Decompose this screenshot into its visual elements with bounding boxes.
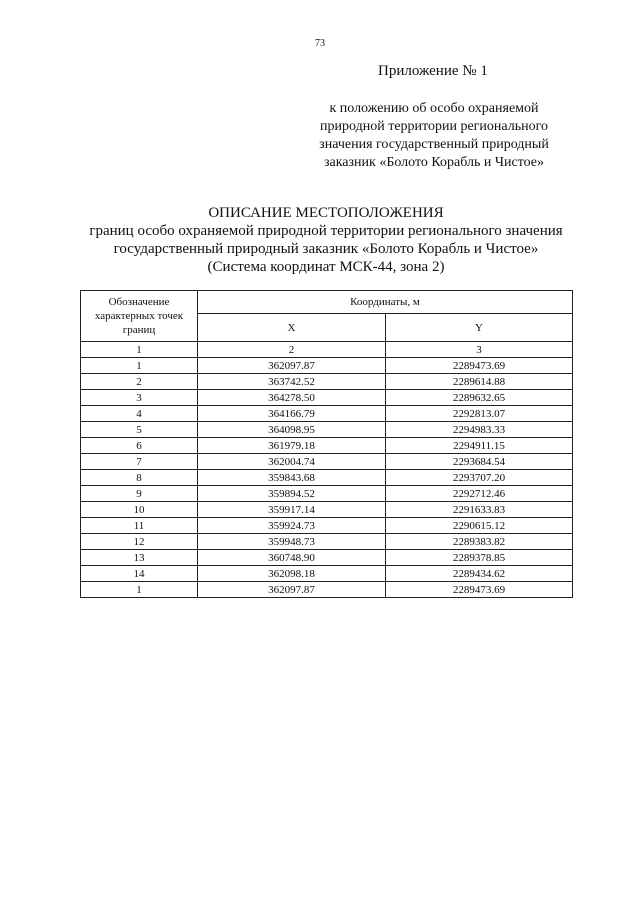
header-coordinates: Координаты, м (198, 291, 573, 314)
x-coordinate-cell: 359917.14 (198, 502, 386, 518)
point-cell: 11 (81, 518, 198, 534)
table-row (81, 438, 573, 454)
point-cell: 2 (81, 374, 198, 390)
y-coordinate-cell: 2289434.62 (386, 566, 573, 582)
x-coordinate-cell: 359924.73 (198, 518, 386, 534)
y-coordinate-cell: 2294983.33 (386, 422, 573, 438)
x-coordinate-cell: 360748.90 (198, 550, 386, 566)
appendix-note-line: природной территории регионального (320, 119, 548, 134)
x-coordinate-cell: 361979.18 (198, 438, 386, 454)
y-coordinate-cell: 2290615.12 (386, 518, 573, 534)
y-coordinate-cell: 2291633.83 (386, 502, 573, 518)
page-number: 73 (315, 38, 325, 49)
table-row (81, 502, 573, 518)
document-subtitle-line: границ особо охраняемой природной территории регионального значения (89, 223, 563, 239)
point-cell: 4 (81, 406, 198, 422)
x-coordinate-cell: 362004.74 (198, 454, 386, 470)
x-coordinate-cell: 362097.87 (198, 582, 386, 598)
table-row (81, 470, 573, 486)
y-coordinate-cell: 2289614.88 (386, 374, 573, 390)
coordinate-system-line: (Система координат МСК-44, зона 2) (207, 259, 445, 275)
column-number: 1 (81, 342, 198, 358)
point-cell: 7 (81, 454, 198, 470)
x-coordinate-cell: 359948.73 (198, 534, 386, 550)
table-row (81, 374, 573, 390)
y-coordinate-cell: 2289632.65 (386, 390, 573, 406)
point-cell: 5 (81, 422, 198, 438)
coordinates-table-body (81, 358, 573, 598)
table-row (81, 518, 573, 534)
appendix-title: Приложение № 1 (378, 63, 488, 79)
document-heading (0, 204, 640, 276)
y-coordinate-cell: 2289378.85 (386, 550, 573, 566)
point-cell: 9 (81, 486, 198, 502)
table-row (81, 406, 573, 422)
x-coordinate-cell: 359894.52 (198, 486, 386, 502)
column-number: 3 (386, 342, 573, 358)
column-number: 2 (198, 342, 386, 358)
x-coordinate-cell: 364166.79 (198, 406, 386, 422)
y-coordinate-cell: 2289473.69 (386, 582, 573, 598)
appendix-note-line: заказник «Болото Корабль и Чистое» (323, 155, 545, 170)
appendix-note-line: значения государственный природный (319, 137, 549, 152)
table-row (81, 566, 573, 582)
point-cell: 3 (81, 390, 198, 406)
appendix-note-line: к положению об особо охраняемой (329, 101, 539, 116)
header-y: Y (386, 314, 573, 342)
point-cell: 6 (81, 438, 198, 454)
header-point-designation: Обозначение характерных точек границ (81, 291, 198, 342)
x-coordinate-cell: 362097.87 (198, 358, 386, 374)
point-cell: 10 (81, 502, 198, 518)
point-cell: 12 (81, 534, 198, 550)
x-coordinate-cell: 363742.52 (198, 374, 386, 390)
document-title: ОПИСАНИЕ МЕСТОПОЛОЖЕНИЯ (208, 205, 444, 221)
table-row (81, 454, 573, 470)
y-coordinate-cell: 2292712.46 (386, 486, 573, 502)
point-cell: 13 (81, 550, 198, 566)
point-cell: 8 (81, 470, 198, 486)
x-coordinate-cell: 364098.95 (198, 422, 386, 438)
table-row (81, 550, 573, 566)
y-coordinate-cell: 2294911.15 (386, 438, 573, 454)
y-coordinate-cell: 2293684.54 (386, 454, 573, 470)
x-coordinate-cell: 362098.18 (198, 566, 386, 582)
y-coordinate-cell: 2293707.20 (386, 470, 573, 486)
table-row (81, 358, 573, 374)
x-coordinate-cell: 359843.68 (198, 470, 386, 486)
point-cell: 1 (81, 358, 198, 374)
table-row (81, 582, 573, 598)
header-x: X (198, 314, 386, 342)
point-cell: 1 (81, 582, 198, 598)
table-row (81, 390, 573, 406)
y-coordinate-cell: 2289473.69 (386, 358, 573, 374)
table-row (81, 422, 573, 438)
point-cell: 14 (81, 566, 198, 582)
coordinates-table (80, 290, 573, 598)
table-row (81, 534, 573, 550)
y-coordinate-cell: 2292813.07 (386, 406, 573, 422)
appendix-note (306, 100, 562, 172)
table-row (81, 486, 573, 502)
x-coordinate-cell: 364278.50 (198, 390, 386, 406)
document-subtitle-line: государственный природный заказник «Болото Корабль и Чистое» (113, 241, 539, 257)
y-coordinate-cell: 2289383.82 (386, 534, 573, 550)
